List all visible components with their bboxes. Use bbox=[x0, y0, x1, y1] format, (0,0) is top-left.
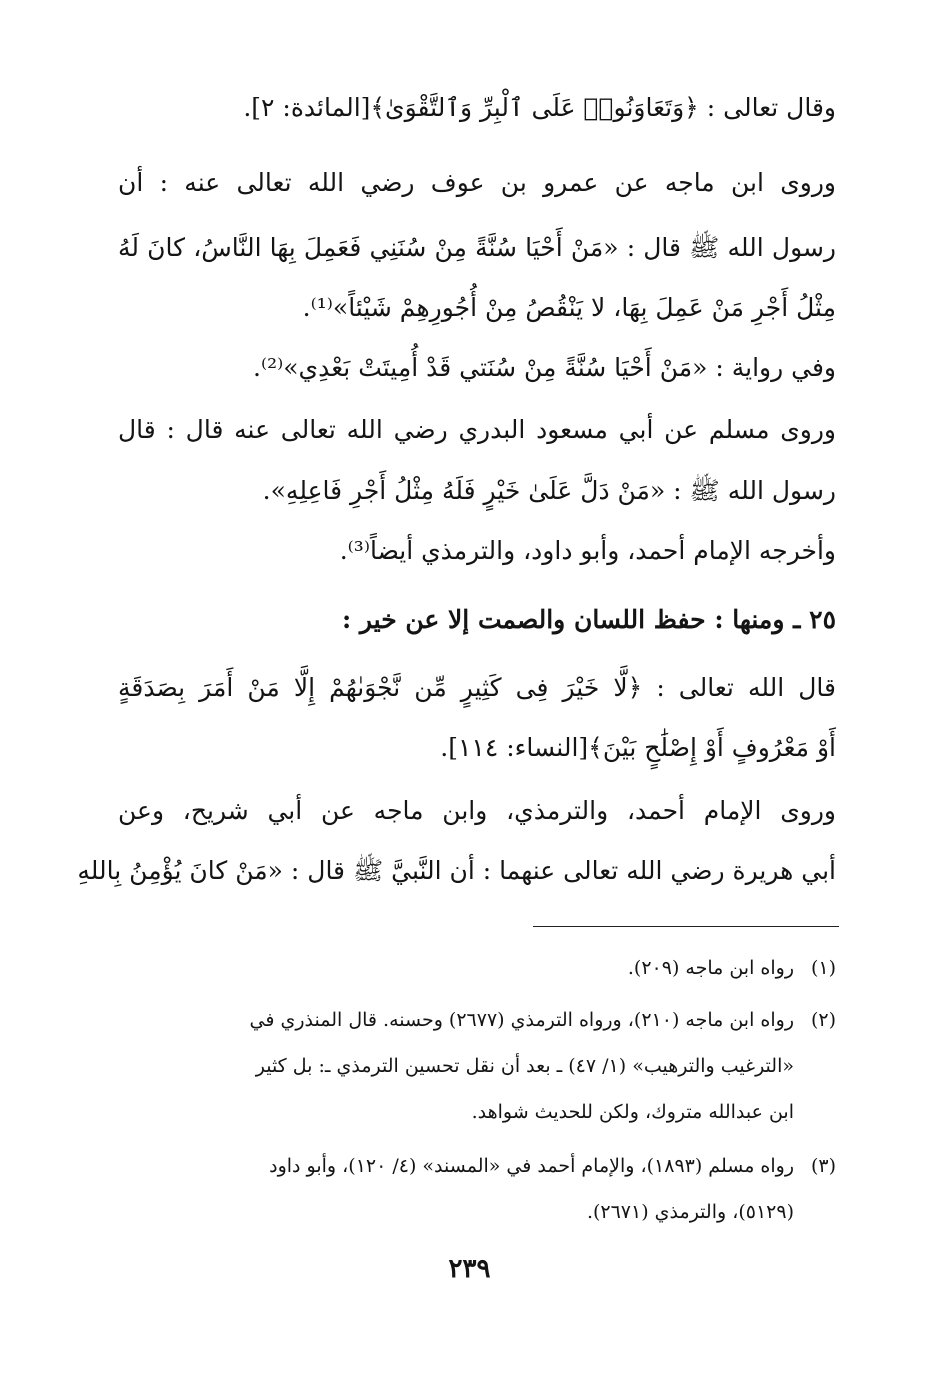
footnote-line: رواه مسلم (١٨٩٣)، والإمام أحمد في «المسند» (٤/ ١٢٠)، وأبو داود bbox=[269, 1155, 794, 1177]
footnote-line: «الترغيب والترهيب» (١/ ٤٧) ـ بعد أن نقل تحسين الترمذي ـ: بل كثير bbox=[255, 1055, 794, 1077]
footnote-number: (١) bbox=[810, 957, 836, 979]
footnote-3 bbox=[121, 1148, 836, 1184]
section-heading: ٢٥ ـ ومنها : حفظ اللسان والصمت إلا عن خير : bbox=[341, 605, 836, 634]
body-line: مِثْلُ أَجْرِ مَنْ عَمِلَ بِهَا، لا يَنْقُصُ مِنْ أُجُورِهِمْ شَيْئاً»⁽¹⁾. bbox=[302, 293, 836, 322]
footnote-1 bbox=[121, 950, 836, 986]
body-line: وروى ابن ماجه عن عمرو بن عوف رضي الله تعالى عنه : أن bbox=[118, 168, 836, 197]
page-number: ٢٣٩ bbox=[448, 1254, 491, 1284]
body-line: وقال تعالى : ﴿وَتَعَاوَنُوا۟ عَلَى ٱلْبِرِّ وَٱلتَّقْوَىٰ﴾[المائدة: ٢]. bbox=[243, 93, 836, 122]
body-line: رسول الله ﷺ : «مَنْ دَلَّ عَلَىٰ خَيْرٍ فَلَهُ مِثْلُ أَجْرِ فَاعِلِهِ». bbox=[262, 476, 836, 505]
footnote-number: (٣) bbox=[810, 1155, 836, 1177]
body-line: وأخرجه الإمام أحمد، وأبو داود، والترمذي أيضاً⁽³⁾. bbox=[339, 536, 836, 565]
footnote-number: (٢) bbox=[810, 1009, 836, 1031]
footnote-3-cont bbox=[121, 1194, 794, 1230]
footnote-separator bbox=[533, 926, 839, 927]
body-line: رسول الله ﷺ قال : «مَنْ أَحْيَا سُنَّةً مِنْ سُنَنِي فَعَمِلَ بِهَا النَّاسُ، كانَ لَهُ bbox=[118, 233, 836, 262]
footnote-line: (٥١٢٩)، والترمذي (٢٦٧١). bbox=[586, 1201, 794, 1223]
body-line: أبي هريرة رضي الله تعالى عنهما : أن النَّبيَّ ﷺ قال : «مَنْ كانَ يُؤْمِنُ بِاللهِ bbox=[77, 856, 836, 885]
body-line: أَوْ مَعْرُوفٍ أَوْ إِصْلَٰحٍ بَيْنَ﴾[النساء: ١١٤]. bbox=[440, 733, 836, 762]
footnote-2 bbox=[121, 1002, 836, 1038]
body-line: قال الله تعالى : ﴿لَّا خَيْرَ فِى كَثِيرٍ مِّن نَّجْوَىٰهُمْ إِلَّا مَنْ أَمَرَ بِصَدَقَةٍ bbox=[118, 673, 836, 702]
body-line: وروى مسلم عن أبي مسعود البدري رضي الله تعالى عنه قال : قال bbox=[118, 415, 836, 444]
footnote-line: ابن عبدالله متروك، ولكن للحديث شواهد. bbox=[471, 1101, 794, 1123]
body-line: وروى الإمام أحمد، والترمذي، وابن ماجه عن أبي شريح، وعن bbox=[118, 796, 836, 825]
footnote-2-cont bbox=[121, 1094, 794, 1130]
footnote-2-cont bbox=[121, 1048, 794, 1084]
footnote-line: رواه ابن ماجه (٢١٠)، ورواه الترمذي (٢٦٧٧) وحسنه. قال المنذري في bbox=[249, 1009, 794, 1031]
footnote-line: رواه ابن ماجه (٢٠٩). bbox=[627, 957, 794, 979]
body-line: وفي رواية : «مَنْ أَحْيَا سُنَّةً مِنْ سُنَتي قَدْ أُمِيتَتْ بَعْدِي»⁽²⁾. bbox=[253, 353, 836, 382]
